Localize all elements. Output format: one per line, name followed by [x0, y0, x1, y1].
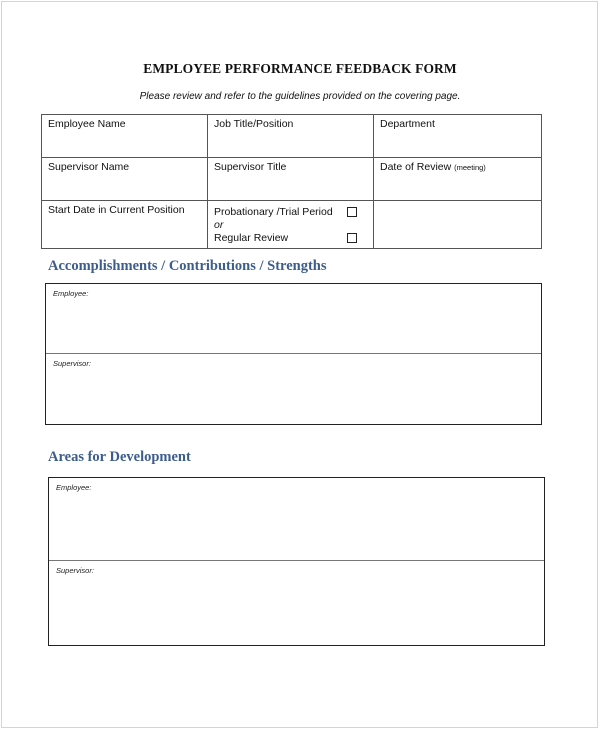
table-row	[42, 201, 542, 249]
employee-name-cell[interactable]	[42, 115, 208, 158]
review-type-cell	[208, 201, 374, 249]
development-employee-area[interactable]	[49, 478, 544, 560]
supervisor-name-label: Supervisor Name	[48, 161, 130, 173]
probationary-checkbox[interactable]	[347, 207, 357, 217]
form-title: EMPLOYEE PERFORMANCE FEEDBACK FORM	[143, 61, 457, 76]
employee-name-label: Employee Name	[48, 118, 126, 130]
date-of-review-label: Date of Review	[380, 161, 452, 173]
date-of-review-cell[interactable]	[374, 158, 542, 201]
accomplishments-box	[45, 283, 542, 425]
regular-review-label: Regular Review	[214, 232, 289, 244]
or-label: or	[214, 219, 224, 231]
form-subtitle: Please review and refer to the guidelines provided on the covering page.	[139, 91, 461, 102]
development-employee-label: Employee:	[56, 483, 92, 492]
job-title-label: Job Title/Position	[214, 118, 294, 130]
start-date-label: Start Date in Current Position	[48, 204, 185, 216]
date-of-review-note: (meeting)	[454, 163, 486, 172]
accomplishments-supervisor-area[interactable]	[46, 353, 541, 423]
development-box	[48, 477, 545, 646]
empty-cell[interactable]	[374, 201, 542, 249]
development-supervisor-label: Supervisor:	[56, 566, 94, 575]
development-supervisor-area[interactable]	[49, 560, 544, 644]
table-row	[42, 115, 542, 158]
supervisor-name-cell[interactable]	[42, 158, 208, 201]
development-heading: Areas for Development	[48, 449, 191, 465]
start-date-cell[interactable]	[42, 201, 208, 249]
probationary-label: Probationary /Trial Period	[214, 206, 333, 218]
regular-review-checkbox[interactable]	[347, 233, 357, 243]
table-row	[42, 158, 542, 201]
employee-info-table	[41, 114, 542, 249]
accomplishments-heading: Accomplishments / Contributions / Strengths	[48, 258, 327, 274]
accomplishments-employee-area[interactable]	[46, 284, 541, 353]
supervisor-title-label: Supervisor Title	[214, 161, 287, 173]
department-cell[interactable]	[374, 115, 542, 158]
accomplishments-supervisor-label: Supervisor:	[53, 359, 91, 368]
department-label: Department	[380, 118, 435, 130]
accomplishments-employee-label: Employee:	[53, 289, 89, 298]
job-title-cell[interactable]	[208, 115, 374, 158]
supervisor-title-cell[interactable]	[208, 158, 374, 201]
